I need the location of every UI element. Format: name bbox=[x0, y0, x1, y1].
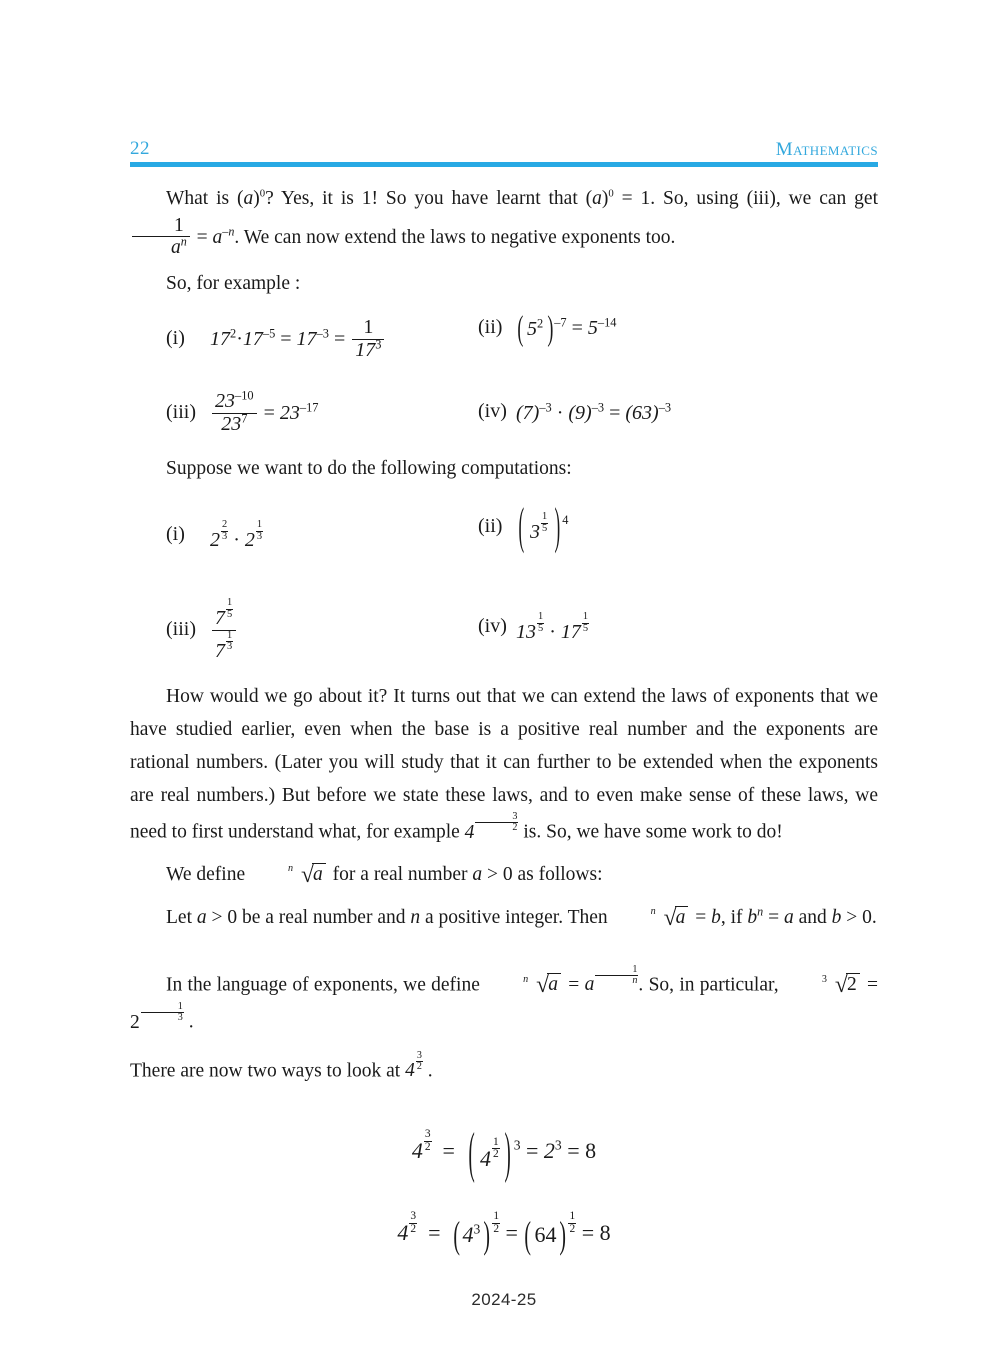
example-expression-rational-ii bbox=[516, 512, 568, 542]
example-row-rational-1 bbox=[130, 502, 878, 582]
p1-text-c: ? Yes, it is 1! So you have learnt that ( bbox=[265, 188, 593, 209]
p6-gt: > 0. bbox=[841, 906, 877, 928]
p1-text-e: = 1. So, using (iii), we can get bbox=[613, 188, 878, 209]
p1-exp-zero-2: 0 bbox=[608, 187, 614, 200]
p6-eq2: = bbox=[763, 906, 784, 928]
paragraph-let-a-positive bbox=[130, 901, 878, 935]
example-row-rational-2 bbox=[130, 582, 878, 668]
example-label-i: (i) bbox=[166, 326, 185, 349]
example-label-rational-ii: (ii) bbox=[478, 514, 503, 537]
example-item-i bbox=[166, 317, 386, 361]
p5-post2: > 0 as follows: bbox=[482, 863, 603, 885]
example-expression-rational-iv: 13 $\frac{1}{5}$ · 17 $\frac{1}{5}$ bbox=[516, 611, 589, 644]
p5-var-a: a bbox=[472, 863, 483, 885]
paragraph-so-for-example: So, for example : bbox=[166, 273, 301, 295]
textbook-page bbox=[130, 0, 878, 1363]
radical-sign: √ bbox=[300, 861, 315, 888]
p5-pre: We define bbox=[166, 863, 250, 885]
example-expression-ii: ( $5^2$ ) $^{-7} = 5^{-14}$ bbox=[516, 318, 616, 339]
subject-title: Mathematics bbox=[775, 139, 878, 160]
display-eq-1-content: 4 $\frac{3}{2}$ = ( 4 $\frac{1}{2}$ ) $^3 = 2^3 = 8$ bbox=[412, 1138, 596, 1163]
p1-exp-zero-1: 0 bbox=[259, 187, 266, 200]
a-neg-n-base: a bbox=[212, 226, 223, 248]
p1-text-a: What is ( bbox=[166, 188, 244, 209]
running-head bbox=[130, 138, 878, 162]
paren-group-3-one-fifth: ( 3 $\frac{1}{5}$ ) bbox=[516, 512, 562, 542]
eq2-paren-group-4-cubed: ( $4^3$ ) bbox=[452, 1224, 492, 1246]
p1-var-a2: a bbox=[592, 188, 602, 209]
p6-bn-base: b bbox=[747, 906, 758, 928]
example-expression-iii: $\frac{23^{-10}}{23^7}$ = $23^{-17}$ bbox=[210, 391, 318, 435]
p6-and: and bbox=[793, 906, 832, 928]
p6-mid2: a positive integer. Then bbox=[420, 906, 613, 928]
eq2-paren-group-64: ( 64 ) bbox=[523, 1224, 567, 1246]
eq1-lhs-exponent: $\frac{3}{2}$ bbox=[424, 1128, 431, 1153]
page-number: 22 bbox=[130, 138, 150, 159]
two-to-one-third: 2 $\frac{1}{3}$ bbox=[130, 1001, 183, 1033]
page-content bbox=[130, 182, 878, 1246]
inline-equation-reciprocal-power bbox=[130, 215, 235, 259]
example-item-iii bbox=[166, 388, 319, 435]
p6-var-b: b bbox=[711, 906, 721, 928]
display-equation-1 bbox=[130, 1129, 878, 1169]
p6-var-n: n bbox=[410, 906, 421, 928]
eq2-outer-exponent: $\frac{1}{2}$ bbox=[493, 1210, 500, 1235]
a-neg-n-exponent: –n bbox=[222, 224, 235, 239]
p6-mid: > 0 be a real number and bbox=[206, 906, 411, 928]
p6-bn-exp: n bbox=[757, 904, 764, 919]
eq2-result: 8 bbox=[599, 1220, 611, 1246]
p6-pre: Let bbox=[166, 906, 197, 928]
paragraph-extend-laws bbox=[130, 680, 878, 849]
p4-text: How would we go about it? It turns out that we can extend the laws of exponents that we have studied earlier, even when the base is a positive real number and the exponents are rational numbers. (Later you will study that it can further to be extended when the exponents are real numbers.) But before we state these laws, and to even make sense of these laws, we need to first understand what, for example bbox=[130, 686, 878, 843]
p6-var-a2: a bbox=[783, 906, 794, 928]
example-expression-rational-iii bbox=[210, 598, 238, 662]
p7-pre: In the language of exponents, we define bbox=[166, 974, 486, 996]
example-expression-rational-i: 2 $\frac{2}{3}$ · 2 $\frac{1}{3}$ bbox=[210, 519, 263, 552]
p1-var-a1: a bbox=[243, 188, 254, 209]
a-to-one-over-n: a $\frac{1}{n}$ bbox=[584, 963, 638, 996]
radical-index: n bbox=[287, 863, 294, 875]
fraction-denominator: $a^n$ bbox=[132, 236, 190, 258]
p4-tail: is. So, we have some work to do! bbox=[518, 821, 783, 843]
example-label-iv: (iv) bbox=[478, 400, 507, 423]
paragraph-suppose-computations: Suppose we want to do the following computations: bbox=[166, 458, 572, 480]
fraction-one-over-17-cubed: $\frac{1}{17^3}$ bbox=[352, 317, 384, 361]
example-label-rational-i: (i) bbox=[166, 522, 185, 545]
radical-nth-root-a-1 bbox=[252, 861, 326, 889]
p8-pre: There are now two ways to look at bbox=[130, 1060, 406, 1082]
example-row-negative-2 bbox=[130, 383, 878, 443]
example-row-negative-1 bbox=[130, 317, 878, 383]
radical-nth-root-a-2: n √a bbox=[615, 901, 689, 935]
fraction-7-rational-powers: 7 $\frac{1}{5}$ 7 $\frac{1}{3}$ bbox=[212, 598, 236, 662]
paragraph-define-root bbox=[130, 861, 878, 889]
inline-four-to-three-halves-1: 4 $\frac{3}{2}$ bbox=[464, 811, 518, 843]
p6-if: , if bbox=[720, 906, 748, 928]
example-item-iv bbox=[478, 401, 671, 422]
example-item-rational-ii bbox=[478, 512, 568, 542]
p7-mid: . So, in particular, bbox=[638, 974, 784, 996]
fraction-numerator: 1 bbox=[174, 215, 184, 236]
inline-four-to-three-halves-2: 4 $\frac{3}{2}$ bbox=[405, 1049, 422, 1082]
p1-text-d: ) bbox=[601, 188, 609, 209]
p6-var-b2: b bbox=[831, 906, 842, 928]
example-item-rational-iv bbox=[478, 612, 589, 642]
p7-eq2: = bbox=[861, 974, 878, 996]
p6-eq: = bbox=[690, 906, 712, 928]
paren-group-5-squared: ( $5^2$ ) bbox=[516, 319, 554, 339]
outer-exponent-four: 4 bbox=[562, 513, 569, 528]
example-item-rational-iii bbox=[166, 598, 238, 662]
eq2-lhs-exponent: $\frac{3}{2}$ bbox=[410, 1210, 417, 1235]
eq1-paren-group: ( 4 $\frac{1}{2}$ ) bbox=[466, 1137, 514, 1170]
exponent-one-over-n: $\frac{1}{n}$ bbox=[595, 965, 638, 986]
example-expression-i: $17^2\cdot 17^{-5} = 17^{-3}$ = $\frac{1}{17^3}$ bbox=[210, 317, 386, 361]
radical-nth-root-a-3: n √a bbox=[487, 968, 561, 1002]
p1-text-f: . We can now extend the laws to negative exponents too. bbox=[234, 226, 676, 248]
paragraph-two-ways bbox=[130, 1051, 878, 1088]
exponent-one-third: $\frac{1}{3}$ bbox=[256, 519, 263, 542]
example-label-iii: (iii) bbox=[166, 400, 196, 423]
eq1-result: 8 bbox=[585, 1138, 597, 1164]
p1-text-b: ) bbox=[253, 188, 260, 209]
exponent-two-thirds: $\frac{2}{3}$ bbox=[222, 519, 228, 542]
display-eq-2-content: 4 $\frac{3}{2}$ = ( $4^3$ ) $\frac{1}{2}$ = ( 64 ) $\frac{1}{2}$ = 8 bbox=[397, 1220, 610, 1245]
page-footer: 2024-25 bbox=[471, 1290, 537, 1309]
paragraph-zero-exponent bbox=[130, 182, 878, 258]
example-label-rational-iii: (iii) bbox=[166, 617, 196, 640]
example-label-ii: (ii) bbox=[478, 316, 503, 339]
example-item-rational-i bbox=[166, 520, 263, 550]
p5-post: for a real number bbox=[327, 863, 473, 885]
eq1-outer-exponent: 3 bbox=[513, 1137, 521, 1153]
p7-end: . bbox=[183, 1011, 194, 1033]
p6-var-a: a bbox=[196, 906, 207, 928]
radical-cube-root-2: 3 √2 bbox=[786, 968, 860, 1002]
exponent-one-third-inline: $\frac{1}{3}$ bbox=[141, 1002, 184, 1023]
header-rule bbox=[130, 162, 878, 167]
paragraph-language-of-exponents bbox=[130, 965, 878, 1039]
exponent-one-fifth: $\frac{1}{5}$ bbox=[542, 511, 548, 534]
example-label-rational-iv: (iv) bbox=[478, 614, 507, 637]
radicand: a bbox=[312, 863, 326, 885]
display-equation-2 bbox=[130, 1211, 878, 1246]
p8-post: . bbox=[422, 1060, 433, 1082]
p7-eq: = bbox=[562, 974, 585, 996]
equals-sign: = bbox=[196, 226, 208, 248]
fraction-23-powers: $\frac{23^{-10}}{23^7}$ bbox=[212, 391, 257, 435]
example-expression-iv: $(7)^{-3} \cdot (9)^{-3} = (63)^{-3}$ bbox=[516, 399, 672, 424]
fraction-one-over-a-n bbox=[132, 215, 190, 258]
example-item-ii bbox=[478, 317, 616, 339]
